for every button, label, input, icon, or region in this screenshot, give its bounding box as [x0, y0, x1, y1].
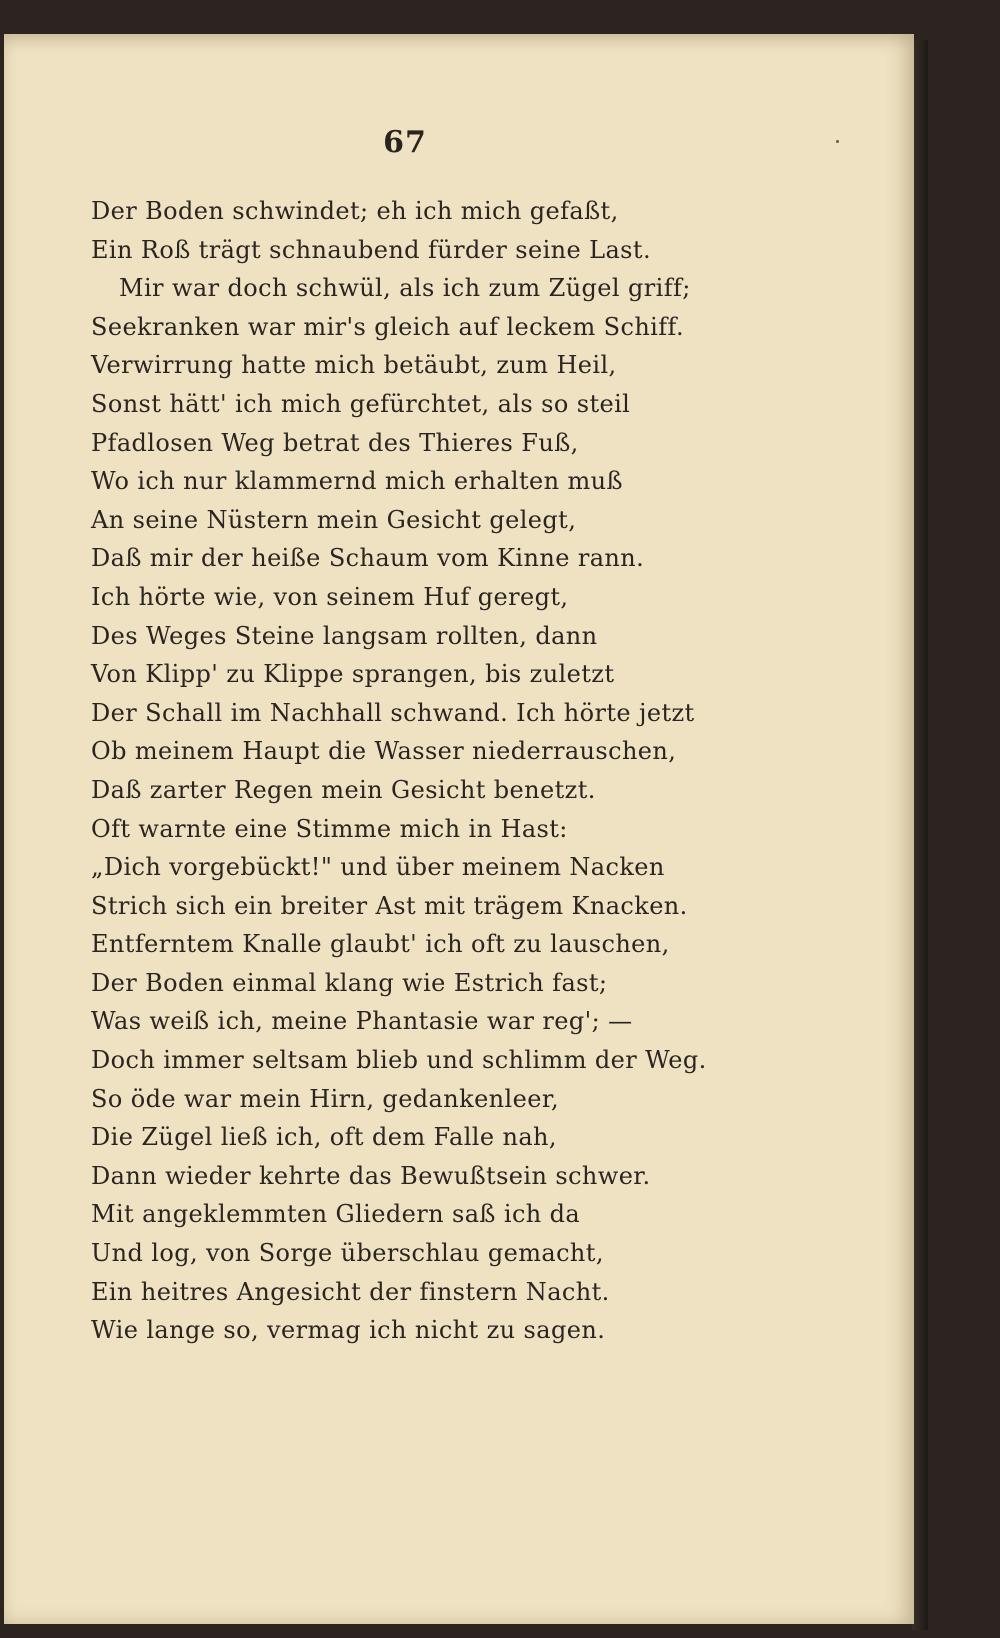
poem-line: Ob meinem Haupt die Wasser niederrauschen,: [91, 737, 677, 766]
poem-line: Des Weges Steine langsam rollten, dann: [91, 621, 598, 650]
poem-line: Strich sich ein breiter Ast mit trägem Knacken.: [91, 891, 688, 920]
poem-line: „Dich vorgebückt!" und über meinem Nacken: [91, 853, 665, 882]
book-edge: [912, 40, 928, 1630]
poem-line: Mir war doch schwül, als ich zum Zügel griff;: [119, 274, 691, 303]
poem-line: Ich hörte wie, von seinem Huf geregt,: [91, 582, 569, 611]
poem-line: Pfadlosen Weg betrat des Thieres Fuß,: [91, 428, 579, 457]
poem-line: Der Boden schwindet; eh ich mich gefaßt,: [91, 197, 619, 225]
poem-line: Doch immer seltsam blieb und schlimm der Weg.: [91, 1046, 707, 1075]
poem-line: Von Klipp' zu Klippe sprangen, bis zuletzt: [91, 660, 615, 689]
poem-line: Daß zarter Regen mein Gesicht benetzt.: [91, 775, 596, 804]
poem-line: Dann wieder kehrte das Bewußtsein schwer.: [91, 1161, 651, 1190]
poem-line: Seekranken war mir's gleich auf leckem Schiff.: [91, 312, 684, 341]
poem-line: Mit angeklemmten Gliedern saß ich da: [91, 1200, 581, 1229]
poem-line: Entferntem Knalle glaubt' ich oft zu lauschen,: [91, 930, 670, 959]
poem-line: Sonst hätt' ich mich gefürchtet, als so steil: [91, 389, 631, 418]
ink-speck: [836, 140, 839, 143]
poem-line: So öde war mein Hirn, gedankenleer,: [91, 1084, 560, 1113]
poem-line: Wo ich nur klammernd mich erhalten muß: [91, 467, 623, 496]
poem-line: Die Zügel ließ ich, oft dem Falle nah,: [91, 1123, 557, 1152]
poem-line: Ein heitres Angesicht der finstern Nacht.: [91, 1277, 610, 1306]
poem-line: Verwirrung hatte mich betäubt, zum Heil,: [91, 351, 617, 380]
poem-line: An seine Nüstern mein Gesicht gelegt,: [91, 505, 577, 534]
poem-text: [91, 192, 891, 1350]
poem-line: Daß mir der heiße Schaum vom Kinne rann.: [91, 544, 645, 573]
poem-line: Und log, von Sorge überschlau gemacht,: [91, 1239, 604, 1268]
page-number: 67: [383, 125, 427, 160]
poem-line: Was weiß ich, meine Phantasie war reg'; —: [91, 1007, 633, 1036]
poem-line: Der Schall im Nachhall schwand. Ich hörte jetzt: [91, 698, 695, 727]
poem-line: Der Boden einmal klang wie Estrich fast;: [91, 968, 608, 997]
poem-line: Wie lange so, vermag ich nicht zu sagen.: [91, 1316, 606, 1345]
poem-line: Oft warnte eine Stimme mich in Hast:: [91, 814, 568, 843]
poem-line: Ein Roß trägt schnaubend fürder seine Last.: [91, 235, 651, 264]
